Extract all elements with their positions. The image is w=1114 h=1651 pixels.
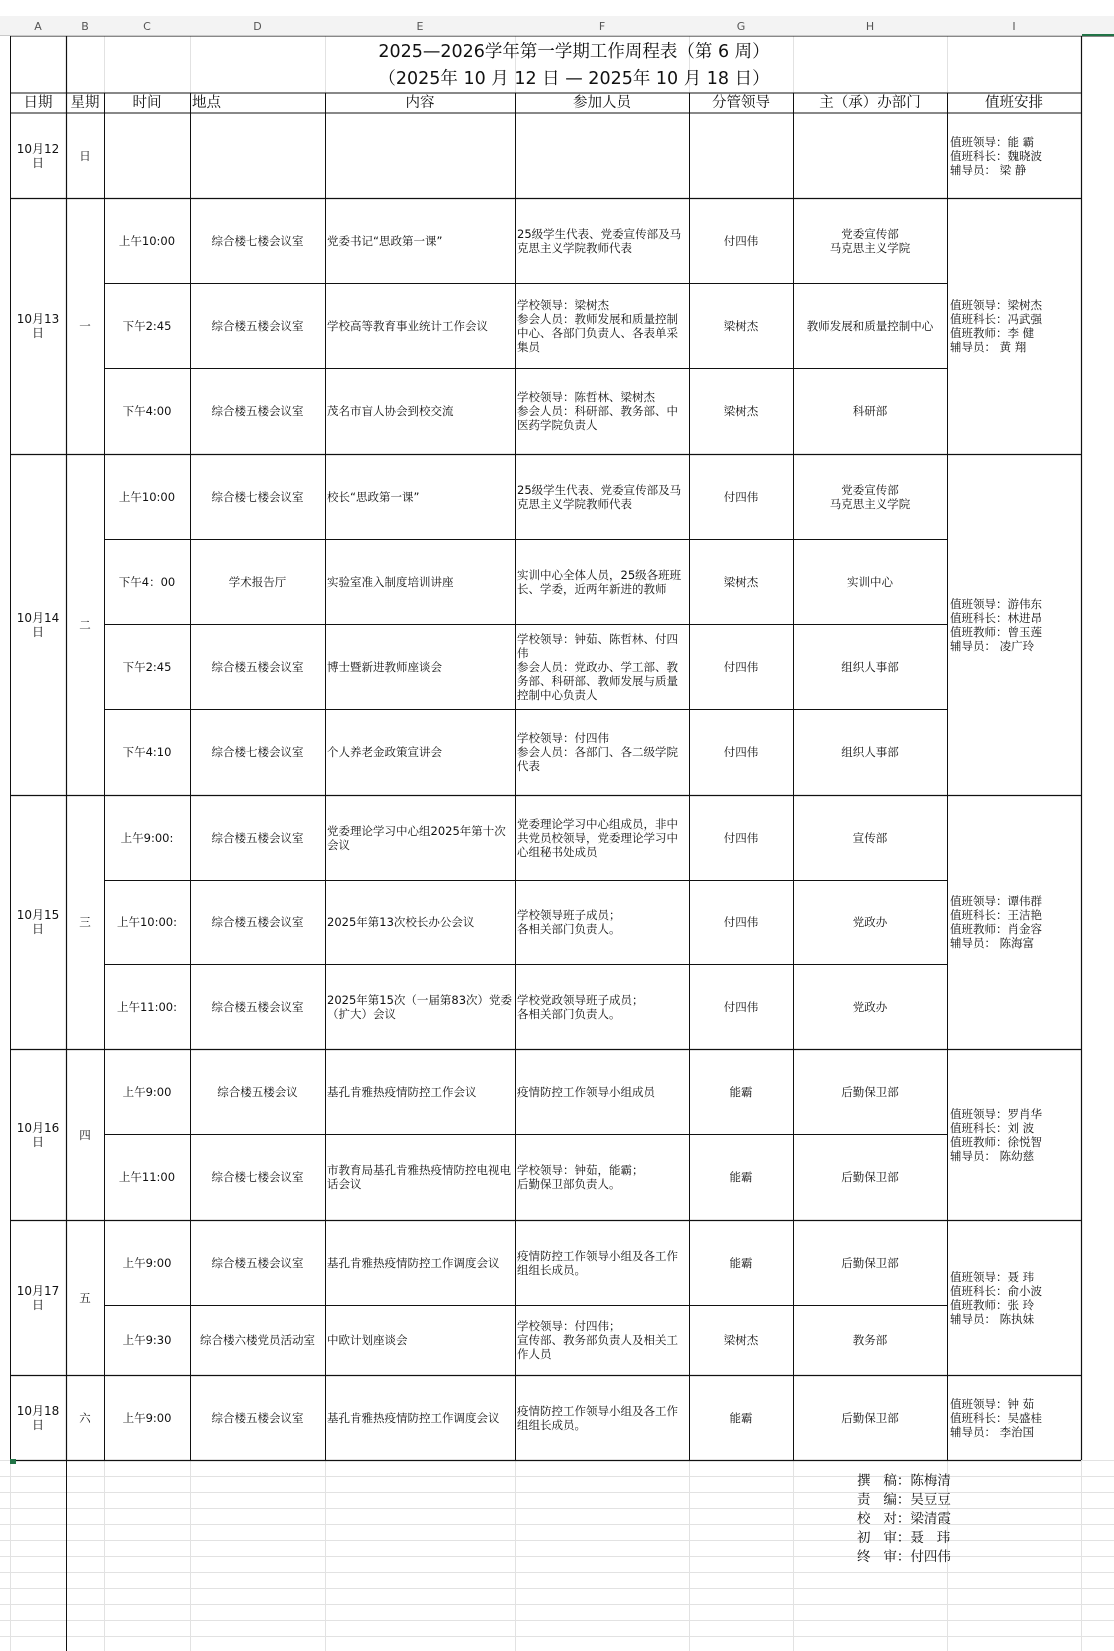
event-time-cell[interactable]: 下午4:10 [122, 745, 172, 759]
column-header-d[interactable]: D [253, 19, 262, 33]
day-date-cell[interactable]: 10月17日 [16, 1283, 60, 1312]
day-date-cell[interactable]: 10月14日 [16, 610, 60, 639]
header-content: 内容 [405, 95, 435, 111]
event-time-cell[interactable]: 上午9:00 [122, 1255, 172, 1270]
credits-block[interactable]: 撰 稿：陈梅清 责 编：吴豆豆 校 对：梁清霞 初 审：聂 玮 终 审：付四伟 [857, 1473, 951, 1565]
event-participants-cell[interactable]: 25级学生代表、党委宣传部及马克思主义学院教师代表 [517, 226, 682, 255]
selected-column-indicator [1082, 34, 1114, 36]
event-leader-cell[interactable]: 能霸 [729, 1410, 753, 1425]
event-place-cell[interactable]: 综合楼五楼会议室 [211, 1255, 304, 1270]
event-participants-cell[interactable]: 疫情防控工作领导小组及各工作组组长成员。 [517, 1403, 678, 1432]
header-time: 时间 [132, 95, 162, 111]
event-department-cell[interactable]: 后勤保卫部 [841, 1084, 899, 1099]
event-leader-cell[interactable]: 付四伟 [723, 745, 759, 759]
event-content-cell[interactable]: 学校高等教育事业统计工作会议 [327, 318, 488, 333]
event-content-cell[interactable]: 中欧计划座谈会 [327, 1333, 408, 1347]
duty-arrangement-cell[interactable]: 值班领导：谭伟群 值班科长：王洁艳 值班教师：肖金容 辅导员： 陈海富 [950, 894, 1042, 950]
event-leader-cell[interactable]: 能霸 [729, 1255, 753, 1270]
event-department-cell[interactable]: 教务部 [852, 1333, 888, 1347]
event-leader-cell[interactable]: 付四伟 [723, 830, 759, 845]
event-participants-cell[interactable]: 学校领导：钟茹，能霸； 后勤保卫部负责人。 [517, 1163, 644, 1191]
event-content-cell[interactable]: 校长“思政第一课” [327, 489, 420, 504]
event-row [104, 198, 947, 283]
event-place-cell[interactable]: 综合楼五楼会议室 [211, 830, 304, 845]
event-row [104, 368, 947, 454]
event-time-cell[interactable]: 上午11:00: [116, 999, 177, 1014]
duty-arrangement-cell[interactable]: 值班领导：聂 玮 值班科长：俞小波 值班教师：张 玲 辅导员： 陈执妹 [950, 1269, 1042, 1326]
event-leader-cell[interactable]: 能霸 [729, 1084, 753, 1099]
event-department-cell[interactable]: 党政办 [852, 999, 888, 1014]
event-row [104, 539, 947, 624]
header-participants: 参加人员 [573, 95, 631, 111]
event-department-cell[interactable]: 组织人事部 [841, 745, 899, 759]
event-place-cell[interactable]: 综合楼五楼会议室 [211, 1410, 304, 1425]
event-leader-cell[interactable]: 付四伟 [723, 999, 759, 1014]
event-content-cell[interactable]: 2025年第15次（一届第83次）党委（扩大）会议 [327, 992, 513, 1021]
event-content-cell[interactable]: 基孔肯雅热疫情防控工作调度会议 [327, 1255, 500, 1270]
event-time-cell[interactable]: 下午2:45 [122, 318, 172, 333]
event-participants-cell[interactable]: 学校党政领导班子成员； 各相关部门负责人。 [517, 992, 644, 1021]
event-row [104, 709, 947, 795]
event-place-cell[interactable]: 综合楼七楼会议室 [211, 745, 304, 759]
event-content-cell[interactable]: 2025年第13次校长办公会议 [327, 915, 475, 929]
event-department-cell[interactable]: 党委宣传部 马克思主义学院 [829, 226, 911, 255]
event-participants-cell[interactable]: 学校领导：钟茹、陈哲林、付四伟 参会人员：党政办、学工部、教务部、科研部、教师发展与质量控制中心负责人 [517, 631, 678, 702]
header-department: 主（承）办部门 [819, 95, 921, 111]
day-date-cell[interactable]: 10月12日 [16, 141, 60, 170]
event-place-cell[interactable]: 综合楼七楼会议室 [211, 1170, 304, 1184]
event-row [104, 454, 947, 539]
event-place-cell[interactable]: 综合楼七楼会议室 [211, 489, 304, 504]
header-date: 日期 [23, 95, 53, 111]
event-participants-cell[interactable]: 学校领导：陈哲林、梁树杰 参会人员：科研部、教务部、中医药学院负责人 [517, 390, 678, 432]
event-participants-cell[interactable]: 疫情防控工作领导小组及各工作组组长成员。 [517, 1248, 678, 1277]
event-content-cell[interactable]: 基孔肯雅热疫情防控工作调度会议 [327, 1410, 500, 1425]
column-header-h[interactable]: H [865, 19, 875, 33]
event-place-cell[interactable]: 综合楼五楼会议室 [211, 404, 304, 418]
event-department-cell[interactable]: 党委宣传部 马克思主义学院 [829, 482, 911, 511]
duty-arrangement-cell[interactable]: 值班领导：罗肖华 值班科长：刘 波 值班教师：徐悦智 辅导员： 陈幼慈 [950, 1106, 1042, 1163]
event-row [104, 1375, 947, 1460]
day-date-cell[interactable]: 10月18日 [16, 1403, 60, 1432]
column-header-b[interactable]: B [81, 19, 89, 33]
event-leader-cell[interactable]: 梁树杰 [723, 318, 759, 333]
day-weekday-cell[interactable]: 四 [79, 1127, 91, 1142]
event-leader-cell[interactable]: 梁树杰 [723, 574, 759, 589]
event-content-cell[interactable]: 实验室准入制度培训讲座 [327, 574, 454, 589]
event-department-cell[interactable]: 组织人事部 [841, 659, 899, 674]
event-participants-cell[interactable]: 学校领导班子成员； 各相关部门负责人。 [517, 908, 621, 936]
event-place-cell[interactable]: 综合楼五楼会议室 [211, 318, 304, 333]
column-header-e[interactable]: E [416, 19, 424, 33]
event-row [104, 624, 947, 709]
event-content-cell[interactable]: 茂名市盲人协会到校交流 [327, 404, 454, 418]
event-participants-cell[interactable]: 学校领导：付四伟 参会人员：各部门、各二级学院代表 [517, 731, 678, 773]
event-department-cell[interactable]: 科研部 [852, 404, 888, 418]
event-department-cell[interactable]: 实训中心 [847, 574, 893, 589]
event-leader-cell[interactable]: 付四伟 [723, 659, 759, 674]
event-place-cell[interactable]: 综合楼五楼会议室 [211, 915, 304, 929]
day-weekday-cell[interactable]: 日 [79, 148, 91, 163]
event-content-cell[interactable]: 市教育局基孔肯雅热疫情防控电视电话会议 [327, 1163, 511, 1191]
duty-arrangement-cell[interactable]: 值班领导：梁树杰 值班科长：冯武强 值班教师：李 健 辅导员： 黄 翔 [950, 298, 1042, 354]
event-row [104, 1049, 947, 1134]
event-department-cell[interactable]: 宣传部 [852, 830, 888, 845]
event-row [104, 880, 947, 964]
event-place-cell[interactable]: 综合楼五楼会议室 [211, 659, 304, 674]
column-header-g[interactable]: G [736, 19, 746, 33]
event-leader-cell[interactable]: 付四伟 [723, 915, 759, 929]
header-weekday: 星期 [70, 95, 100, 111]
event-content-cell[interactable]: 基孔肯雅热疫情防控工作会议 [327, 1084, 477, 1099]
event-time-cell[interactable]: 上午10:00 [118, 233, 176, 248]
event-row [104, 1134, 947, 1220]
event-place-cell[interactable]: 学术报告厅 [228, 574, 287, 589]
event-row [104, 283, 947, 368]
day-weekday-cell[interactable]: 一 [79, 319, 91, 333]
event-content-cell[interactable]: 党委书记“思政第一课” [327, 233, 443, 248]
event-participants-cell[interactable]: 疫情防控工作领导小组成员 [517, 1084, 655, 1099]
event-time-cell[interactable]: 上午9:30 [122, 1333, 172, 1347]
event-participants-cell[interactable]: 党委理论学习中心组成员，非中共党员校领导，党委理论学习中心组秘书处成员 [517, 816, 678, 859]
event-participants-cell[interactable]: 实训中心全体人员，25级各班班长、学委，近两年新进的教师 [517, 567, 682, 596]
event-time-cell[interactable]: 下午4:00 [122, 404, 172, 418]
sheet-title: 2025—2026学年第一学期工作周程表（第 6 周） [378, 42, 770, 62]
event-place-cell[interactable]: 综合楼五楼会议室 [211, 999, 304, 1014]
event-participants-cell[interactable]: 学校领导：付四伟； 宣传部、教务部负责人及相关工作人员 [517, 1319, 678, 1361]
event-participants-cell[interactable]: 学校领导：梁树杰 参会人员：教师发展和质量控制中心、各部门负责人、各表单采集员 [517, 297, 678, 354]
event-department-cell[interactable]: 党政办 [852, 915, 888, 929]
event-time-cell[interactable]: 上午11:00 [118, 1170, 176, 1184]
event-row [104, 795, 947, 880]
duty-arrangement-cell[interactable]: 值班领导：能 霸 值班科长：魏晓波 辅导员： 梁 静 [950, 134, 1042, 177]
event-time-cell[interactable]: 下午2:45 [122, 659, 172, 674]
event-time-cell[interactable]: 上午10:00 [118, 489, 176, 504]
day-date-cell[interactable]: 10月13日 [16, 312, 60, 340]
event-row [104, 964, 947, 1049]
event-leader-cell[interactable]: 梁树杰 [723, 404, 759, 418]
event-participants-cell[interactable]: 25级学生代表、党委宣传部及马克思主义学院教师代表 [517, 482, 682, 511]
event-time-cell[interactable]: 下午4：00 [118, 574, 176, 589]
event-row [104, 1220, 947, 1305]
column-header-c[interactable]: C [143, 19, 151, 33]
event-department-cell[interactable]: 后勤保卫部 [841, 1170, 899, 1184]
column-header-f[interactable]: F [598, 19, 606, 33]
duty-arrangement-cell[interactable]: 值班领导：游伟东 值班科长：林进昂 值班教师：曾玉莲 辅导员： 凌广玲 [950, 596, 1042, 653]
event-leader-cell[interactable]: 付四伟 [723, 489, 759, 504]
duty-arrangement-cell[interactable]: 值班领导：钟 茹 值班科长：吴盛桂 辅导员： 李治国 [950, 1396, 1042, 1439]
event-place-cell[interactable]: 综合楼五楼会议 [217, 1084, 298, 1099]
event-time-cell[interactable]: 上午10:00: [116, 915, 177, 929]
header-place: 地点 [192, 95, 221, 111]
header-duty: 值班安排 [985, 95, 1043, 111]
day-date-cell[interactable]: 10月16日 [16, 1120, 60, 1149]
event-department-cell[interactable]: 教师发展和质量控制中心 [806, 318, 934, 333]
event-time-cell[interactable]: 上午9:00: [120, 830, 174, 845]
event-department-cell[interactable]: 后勤保卫部 [841, 1410, 899, 1425]
event-content-cell[interactable]: 党委理论学习中心组2025年第十次会议 [327, 823, 506, 852]
column-header-i[interactable]: I [1012, 19, 1016, 33]
event-leader-cell[interactable]: 梁树杰 [723, 1333, 759, 1347]
event-department-cell[interactable]: 后勤保卫部 [841, 1255, 899, 1270]
event-place-cell[interactable]: 综合楼六楼党员活动室 [200, 1333, 315, 1347]
day-date-cell[interactable]: 10月15日 [16, 908, 60, 936]
event-row [104, 1305, 947, 1375]
event-content-cell[interactable]: 个人养老金政策宣讲会 [327, 745, 442, 759]
event-leader-cell[interactable]: 能霸 [729, 1170, 753, 1184]
day-weekday-cell[interactable]: 三 [79, 915, 91, 929]
day-weekday-cell[interactable]: 五 [79, 1290, 91, 1305]
header-leader: 分管领导 [712, 95, 770, 111]
event-place-cell[interactable]: 综合楼七楼会议室 [211, 233, 304, 248]
day-weekday-cell[interactable]: 二 [79, 617, 91, 632]
event-time-cell[interactable]: 上午9:00 [122, 1084, 172, 1099]
event-time-cell[interactable]: 上午9:00 [122, 1410, 172, 1425]
column-header-a[interactable]: A [34, 19, 42, 33]
day-weekday-cell[interactable]: 六 [79, 1410, 91, 1425]
event-content-cell[interactable]: 博士暨新进教师座谈会 [327, 659, 442, 674]
event-leader-cell[interactable]: 付四伟 [723, 233, 759, 248]
sheet-subtitle: （2025年 10 月 12 日 — 2025年 10 月 18 日） [378, 69, 770, 89]
